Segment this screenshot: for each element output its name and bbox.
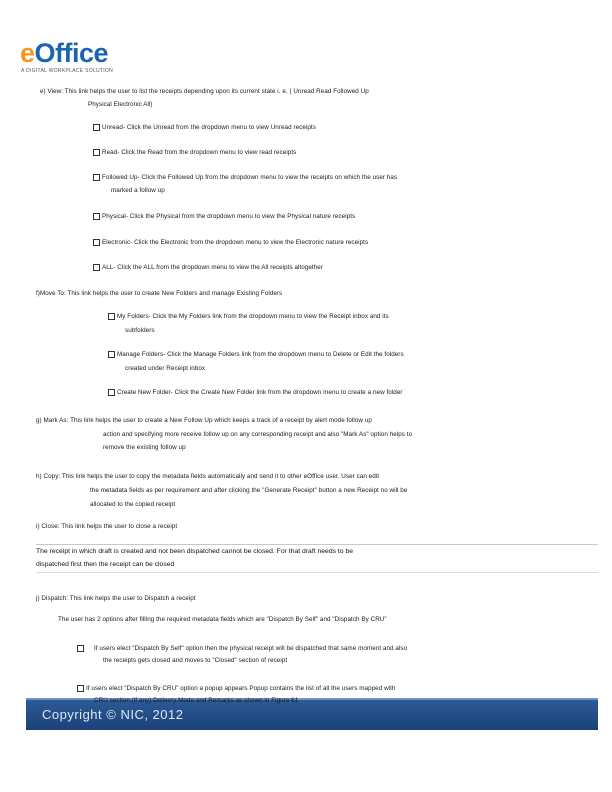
list-item: Physical- Click the Physical from the dropdown menu to view the Physical nature receipts [93,213,355,220]
list-item: Create New Folder- Click the Create New Folder link from the dropdown menu to create a new folder [108,389,403,396]
checkbox-bullet-icon [108,313,115,320]
close-note: The receipt in which draft is created and not been dispatched cannot be closed. For that draft needs to be [36,548,354,555]
list-item: If users elect "Dispatch By CRU" option a popup appears Popup contains the list of all the users mapped with [77,685,396,692]
dispatch-options: The user has 2 options after filling the required metadata fields which are "Dispatch By Self" and "Dispatch By CRU" [58,616,387,623]
divider [36,572,598,573]
list-item-cont: the receipts gets closed and moves to "Closed" section of receipt [103,657,288,664]
list-item: ALL- Click the ALL from the dropdown menu to view the All receipts altogether [93,264,323,271]
view-heading: e) View: This link helps the user to list the receipts depending upon its current state i. e. ( Unread Read Followed Up [40,88,369,95]
mark-as-cont: action and specifying more receive follow up on any corresponding receipt and also "Mark As" option helps to [103,431,413,438]
checkbox-bullet-icon [77,645,84,652]
list-item: Manage Folders- Click the Manage Folders link from the dropdown menu to Delete or Edit the folders [108,351,404,358]
close-note-cont: dispatched first then the receipt can be closed [36,561,175,568]
checkbox-bullet-icon [93,174,100,181]
close-heading: i) Close: This link helps the user to close a receipt [36,523,178,530]
list-item: Read- Click the Read from the dropdown menu to view read receipts [93,149,296,156]
checkbox-bullet-icon [77,685,84,692]
copyright-text: Copyright © NIC, 2012 [42,707,184,722]
list-item: Electronic- Click the Electronic from the dropdown menu to view the Electronic nature receipts [93,239,368,246]
mark-as-cont: remove the existing follow up [103,444,186,451]
copy-cont: allocated to the copied receipt [90,501,176,508]
move-to-heading: f)Move To: This link helps the user to create New Folders and manage Existing Folders [36,290,283,297]
copy-cont: the metadata fields as per requirement and after clicking the "Generate Receipt" button a new Receipt no will be [90,487,408,494]
logo-tagline: A DIGITAL WORKPLACE SOLUTION [21,68,114,74]
checkbox-bullet-icon [93,239,100,246]
list-item-cont: marked a follow up [111,187,165,194]
list-item: Followed Up- Click the Followed Up from the dropdown menu to view the receipts on which the user has [93,174,397,181]
checkbox-bullet-icon [93,149,100,156]
copy-heading: h) Copy: This link helps the user to copy the metadata fields automatically and send it to other eOffice user. User can edit [36,473,380,480]
list-item-cont: subfolders [125,327,155,334]
list-item: Unread- Click the Unread from the dropdown menu to view Unread receipts [93,124,316,131]
eoffice-logo [20,38,130,80]
checkbox-bullet-icon [93,213,100,220]
checkbox-bullet-icon [108,351,115,358]
checkbox-bullet-icon [93,264,100,271]
dispatch-heading: j) Dispatch: This link helps the user to Dispatch a receipt [36,595,196,602]
list-item-cont: CRU section (if any) Delivery Mode and Remarks as shown in Figure 61 [94,697,299,704]
divider [36,544,598,545]
list-item-cont: created under Receipt inbox [125,365,206,372]
mark-as-heading: g) Mark As: This link helps the user to create a New Follow Up which keeps a track of a receipt by alert mode follow up [36,417,372,424]
checkbox-bullet-icon [93,124,100,131]
list-item: My Folders- Click the My Folders link from the dropdown menu to view the Receipt inbox and its [108,313,389,320]
logo-wordmark: eOffice [20,38,109,68]
view-heading-cont: Physical Electronic All) [88,101,153,108]
checkbox-bullet-icon [108,389,115,396]
list-item: If users elect "Dispatch By Self" option then the physical receipt will be dispatched that same moment and also [77,645,407,652]
